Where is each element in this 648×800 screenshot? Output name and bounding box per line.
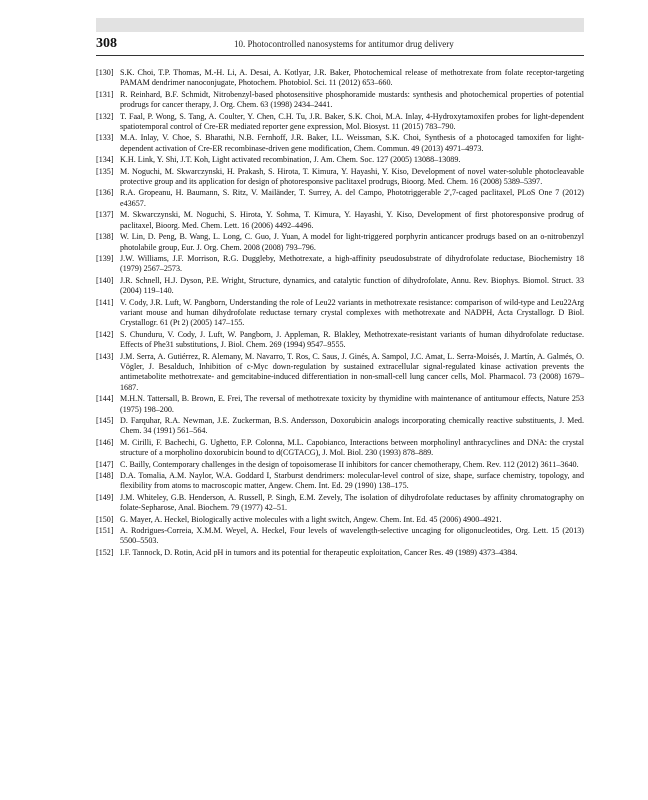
reference-entry — [96, 394, 584, 415]
reference-number: [142] — [96, 329, 114, 339]
reference-entry — [96, 188, 584, 209]
reference-text: T. Faal, P. Wong, S. Tang, A. Coulter, Y. Chen, C.H. Tu, J.R. Baker, S.K. Choi, M.A. Inlay, 4-Hydroxytamoxifen probes for light-dependent spatiotemporal control of Cre-ER mediated reporter gene expression, Mol. Biosyst. 11 (2015) 783–790. — [120, 111, 584, 132]
reference-entry — [96, 133, 584, 154]
reference-text: D.A. Tomalia, A.M. Naylor, W.A. Goddard I, Starburst dendrimers: molecular-level control of size, shape, surface chemistry, topology, and flexibility from atoms to macroscopic matter, Angew. Chem. Int. Ed. 29 (1990) 138–175. — [120, 471, 584, 491]
reference-number: [130] — [96, 68, 114, 77]
reference-list — [96, 68, 584, 559]
reference-number: [144] — [96, 394, 114, 404]
reference-number: [137] — [96, 210, 114, 220]
reference-number: [152] — [96, 547, 114, 557]
reference-number: [132] — [96, 111, 114, 121]
reference-entry — [96, 298, 584, 329]
reference-text: C. Bailly, Contemporary challenges in the design of topoisomerase II inhibitors for cancer chemotherapy, Chem. Rev. 112 (2012) 3611–3640. — [120, 459, 579, 469]
reference-number: [136] — [96, 188, 114, 198]
reference-entry — [96, 438, 584, 459]
reference-number: [140] — [96, 275, 114, 285]
reference-number: [135] — [96, 166, 114, 176]
reference-number: [151] — [96, 526, 114, 536]
reference-number: [131] — [96, 89, 114, 99]
reference-text: R.A. Gropeanu, H. Baumann, S. Ritz, V. Mailänder, T. Surrey, A. del Campo, Phototriggerable 2′,7-caged paclitaxel, PLoS One 7 (2012) e43657. — [120, 188, 584, 208]
reference-entry — [96, 352, 584, 394]
header-rule — [96, 55, 584, 56]
reference-entry — [96, 526, 584, 547]
reference-number: [147] — [96, 459, 114, 469]
reference-number: [145] — [96, 416, 114, 425]
reference-text: S.K. Choi, T.P. Thomas, M.-H. Li, A. Desai, A. Kotlyar, J.R. Baker, Photochemical release of methotrexate from folate receptor-targeting PAMAM dendrimer nanoconjugate, Photochem. Photobiol. Sci. 11 (2012) 653–660. — [120, 68, 584, 88]
header-band — [96, 18, 584, 32]
reference-entry — [96, 515, 584, 525]
reference-number: [149] — [96, 492, 114, 502]
reference-text: J.W. Williams, J.F. Morrison, R.G. Duggleby, Methotrexate, a high-affinity pseudosubstrate of dihydrofolate reductase, Biochemistry 18 (1979) 2567–2573. — [120, 253, 584, 274]
reference-number: [143] — [96, 351, 114, 361]
reference-text: M.A. Inlay, V. Choe, S. Bharathi, N.B. Fernhoff, J.R. Baker, I.L. Weissman, S.K. Choi, Synthesis of a photocaged tamoxifen for light-dependent activation of Cre-ER recombinase-driven gene modification, Chem. Commun. 49 (2013) 4971–4973. — [120, 133, 584, 153]
reference-text: J.R. Schnell, H.J. Dyson, P.E. Wright, Structure, dynamics, and catalytic function of dihydrofolate, Annu. Rev. Biophys. Biomol. Struct. 33 (2004) 119–140. — [120, 275, 584, 296]
reference-entry — [96, 460, 584, 470]
reference-text: W. Lin, D. Peng, B. Wang, L. Long, C. Guo, J. Yuan, A model for light-triggered porphyrin anticancer prodrugs based on an o-nitrobenzyl photolabile group, Eur. J. Org. Chem. 2008 (2008) 793–796. — [120, 232, 584, 252]
reference-entry — [96, 167, 584, 188]
reference-text: M. Skwarczynski, M. Noguchi, S. Hirota, Y. Sohma, T. Kimura, Y. Hayashi, Y. Kiso, Development of first photoresponsive prodrug of paclitaxel, Bioorg. Med. Chem. Lett. 16 (2006) 4492–4496. — [120, 210, 584, 230]
reference-text: J.M. Serra, A. Gutiérrez, R. Alemany, M. Navarro, T. Ros, C. Saus, J. Ginés, A. Sampol, J.C. Amat, L. Serra-Moisés, J. Martín, A. Galmés, O. Vögler, J. Besalduch, Inhibition of c-Myc down-regulation by sustained extracellular signal-regulated kinase activation prevents the antimetabolite methotrexate- and gemcitabine-induced differentiation in non-small-cell lung cancer cells, Mol. Pharmacol. 73 (2008) 1679–1687. — [120, 351, 584, 392]
reference-entry — [96, 276, 584, 297]
reference-text: G. Mayer, A. Heckel, Biologically active molecules with a light switch, Angew. Chem. Int. Ed. 45 (2006) 4900–4921. — [120, 514, 502, 524]
reference-text: A. Rodrigues-Correia, X.M.M. Weyel, A. Heckel, Four levels of wavelength-selective uncaging for oligonucleotides, Org. Lett. 15 (2013) 5500–5503. — [120, 526, 584, 546]
reference-entry — [96, 68, 584, 89]
reference-entry — [96, 254, 584, 275]
running-title: 10. Photocontrolled nanosystems for antitumor drug delivery — [234, 39, 454, 49]
reference-number: [150] — [96, 514, 114, 524]
reference-entry — [96, 471, 584, 492]
reference-entry — [96, 232, 584, 253]
reference-text: M.H.N. Tattersall, B. Brown, E. Frei, The reversal of methotrexate toxicity by thymidine with maintenance of antitumour effects, Nature 253 (1975) 198–200. — [120, 394, 584, 414]
reference-number: [146] — [96, 437, 114, 447]
reference-entry — [96, 416, 584, 437]
reference-number: [134] — [96, 155, 114, 165]
reference-entry — [96, 210, 584, 231]
reference-entry — [96, 493, 584, 514]
reference-text: V. Cody, J.R. Luft, W. Pangborn, Understanding the role of Leu22 variants in methotrexate resistance: comparison of wild-type and Leu22Arg variant mouse and human dihydrofolate reductase ternary crystal complexes with methotrexate and NADPH, Acta Crystallogr. D Biol. Crystallogr. 61 (Pt 2) (2005) 147–155. — [120, 297, 584, 328]
reference-text: I.F. Tannock, D. Rotin, Acid pH in tumors and its potential for therapeutic exploitation, Cancer Res. 49 (1989) 4373–4384. — [120, 547, 518, 557]
reference-text: D. Farquhar, R.A. Newman, J.E. Zuckerman, B.S. Andersson, Doxorubicin analogs incorporating chemically reactive substituents, J. Med. Chem. 34 (1991) 561–564. — [120, 416, 584, 436]
reference-entry — [96, 330, 584, 351]
reference-number: [138] — [96, 232, 114, 242]
reference-text: K.H. Link, Y. Shi, J.T. Koh, Light activated recombination, J. Am. Chem. Soc. 127 (2005) 13088–13089. — [120, 155, 461, 165]
reference-number: [148] — [96, 471, 114, 481]
reference-text: M. Noguchi, M. Skwarczynski, H. Prakash, S. Hirota, T. Kimura, Y. Hayashi, Y. Kiso, Development of novel water-soluble photocleavable protective group and its application for design of photoresponsive paclitaxel prodrugs, Bioorg. Med. Chem. 16 (2008) 5389–5397. — [120, 166, 584, 187]
reference-text: J.M. Whiteley, G.B. Henderson, A. Russell, P. Singh, E.M. Zevely, The isolation of dihydrofolate reductases by affinity chromatography on folate-Sepharose, Anal. Biochem. 79 (1977) 42–51. — [120, 492, 584, 513]
reference-text: M. Cirilli, F. Bachechi, G. Ughetto, F.P. Colonna, M.L. Capobianco, Interactions between morpholinyl anthracyclines and DNA: the crystal structure of a morpholino doxorubicin bound to d(CGTACG), J. Mol. Biol. 230 (1993) 878–889. — [120, 437, 584, 458]
reference-text: S. Chunduru, V. Cody, J. Luft, W. Pangborn, J. Appleman, R. Blakley, Methotrexate-resistant variants of human dihydrofolate reductase. Effects of Phe31 substitutions, J. Biol. Chem. 269 (1994) 9547–9555. — [120, 329, 584, 350]
page-number: 308 — [96, 36, 117, 51]
reference-entry — [96, 548, 584, 558]
reference-entry — [96, 155, 584, 165]
reference-text: R. Reinhard, B.F. Schmidt, Nitrobenzyl-based photosensitive phosphoramide mustards: synthesis and photochemical properties of potential prodrugs for cancer therapy, J. Org. Chem. 63 (1998) 2434–2441. — [120, 89, 584, 110]
reference-number: [133] — [96, 133, 114, 143]
reference-number: [141] — [96, 297, 114, 307]
reference-entry — [96, 112, 584, 133]
reference-entry — [96, 90, 584, 111]
reference-number: [139] — [96, 253, 114, 263]
